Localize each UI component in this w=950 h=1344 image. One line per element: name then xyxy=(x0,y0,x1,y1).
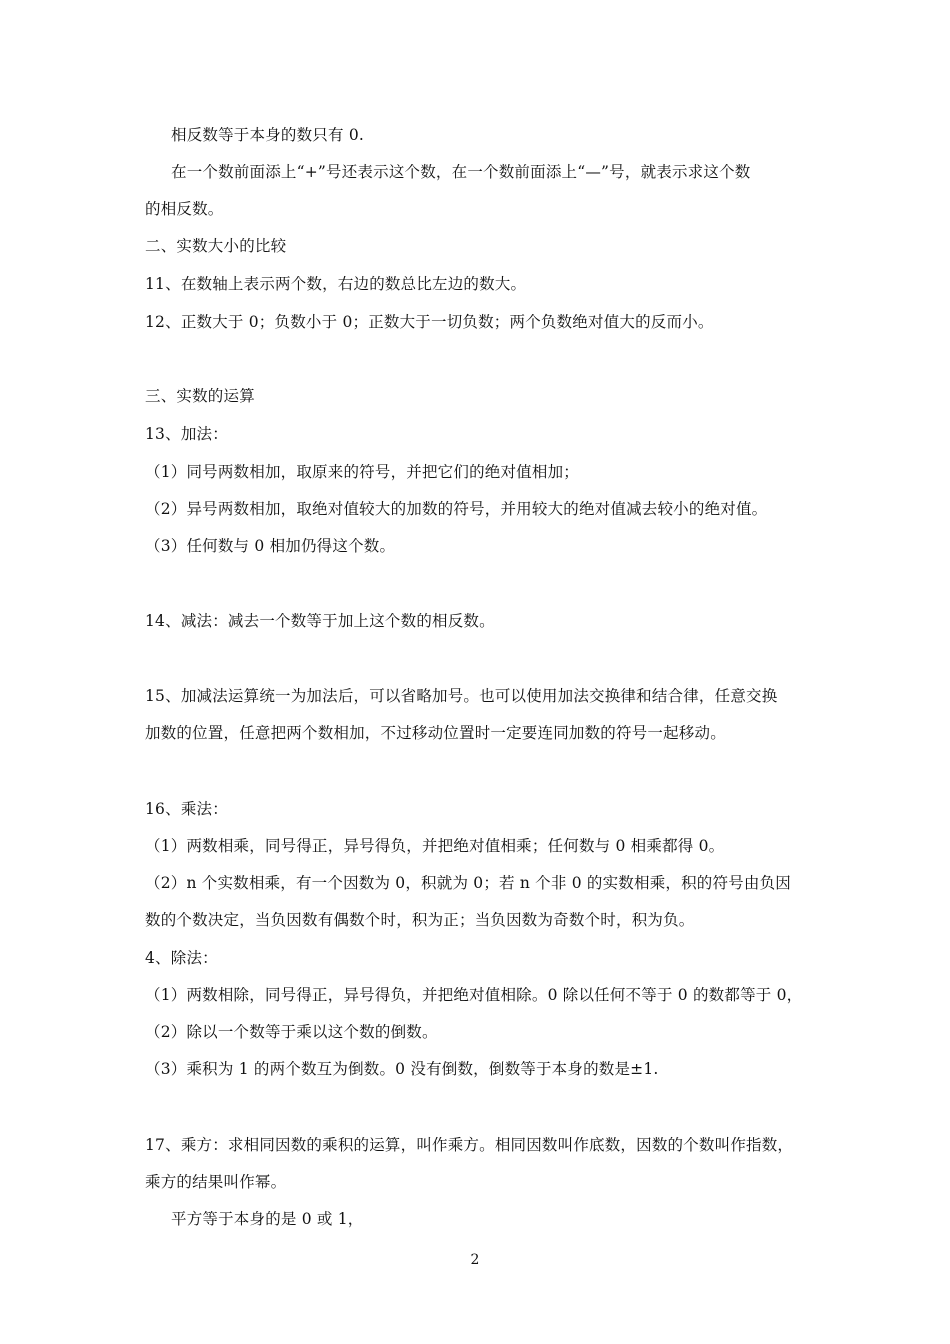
text-line: 的相反数。 xyxy=(145,200,224,218)
text-line: 乘方的结果叫作幂。 xyxy=(145,1173,287,1191)
text-line: 在一个数前面添上“+”号还表示这个数，在一个数前面添上“—”号，就表示求这个数 xyxy=(171,163,751,181)
item-heading: 13、加法： xyxy=(145,425,228,443)
text-line: 17、乘方：求相同因数的乘积的运算，叫作乘方。相同因数叫作底数，因数的个数叫作指数， xyxy=(145,1136,794,1154)
text-line: 15、加减法运算统一为加法后，可以省略加号。也可以使用加法交换律和结合律，任意交换 xyxy=(145,687,778,705)
text-line: （3）任何数与 0 相加仍得这个数。 xyxy=(145,537,396,555)
text-line: 14、减法：减去一个数等于加上这个数的相反数。 xyxy=(145,612,495,630)
text-line: （1）同号两数相加，取原来的符号，并把它们的绝对值相加； xyxy=(145,463,579,481)
text-line: （2）n 个实数相乘，有一个因数为 0，积就为 0；若 n 个非 0 的实数相乘，积的符号由负因 xyxy=(145,874,792,892)
item-heading: 16、乘法： xyxy=(145,800,228,818)
section-heading: 二、实数大小的比较 xyxy=(145,237,287,255)
text-line: 12、正数大于 0；负数小于 0；正数大于一切负数；两个负数绝对值大的反而小。 xyxy=(145,313,714,331)
text-line: 相反数等于本身的数只有 0. xyxy=(171,126,365,144)
text-line: （2）异号两数相加，取绝对值较大的加数的符号，并用较大的绝对值减去较小的绝对值。 xyxy=(145,500,768,518)
item-heading: 4、除法： xyxy=(145,949,218,967)
text-line: （1）两数相除，同号得正，异号得负，并把绝对值相除。0 除以任何不等于 0 的数都等于 0， xyxy=(145,986,803,1004)
page-number: 2 xyxy=(470,1252,480,1268)
text-line: （3）乘积为 1 的两个数互为倒数。0 没有倒数，倒数等于本身的数是±1. xyxy=(145,1060,659,1078)
section-heading: 三、实数的运算 xyxy=(145,387,255,405)
text-line: （2）除以一个数等于乘以这个数的倒数。 xyxy=(145,1023,438,1041)
text-line: 11、在数轴上表示两个数，右边的数总比左边的数大。 xyxy=(145,275,527,293)
text-line: （1）两数相乘，同号得正，异号得负，并把绝对值相乘；任何数与 0 相乘都得 0。 xyxy=(145,837,725,855)
text-line: 加数的位置，任意把两个数相加，不过移动位置时一定要连同加数的符号一起移动。 xyxy=(145,724,726,742)
text-line: 数的个数决定，当负因数有偶数个时，积为正；当负因数为奇数个时，积为负。 xyxy=(145,911,695,929)
text-line: 平方等于本身的是 0 或 1， xyxy=(171,1210,364,1228)
